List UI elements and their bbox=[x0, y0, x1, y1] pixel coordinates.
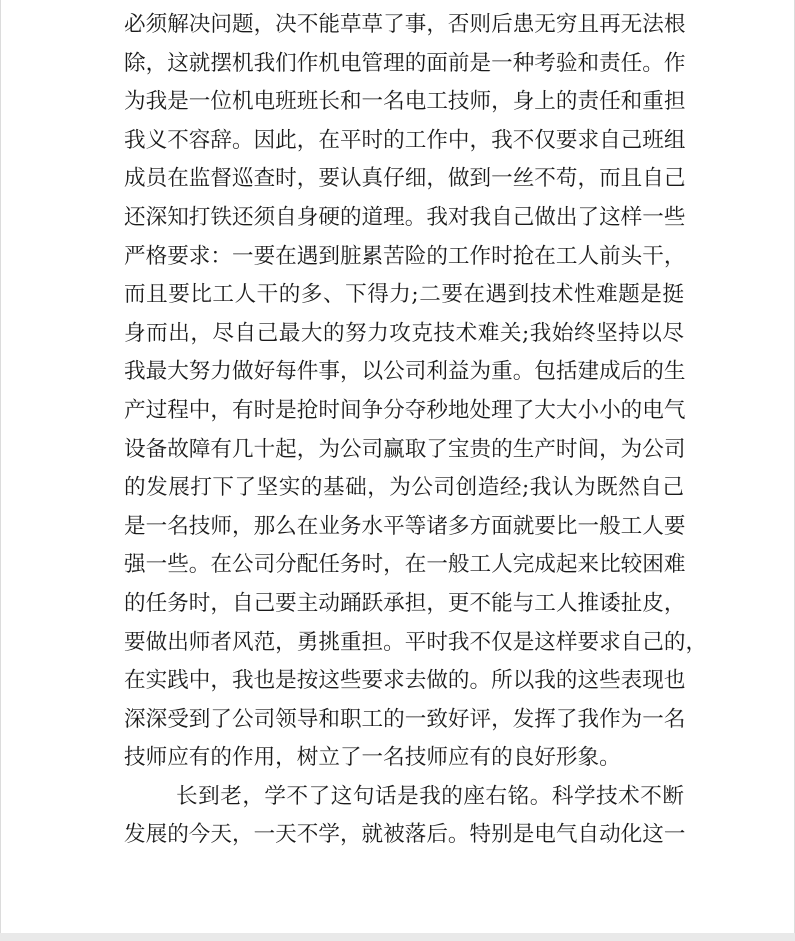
text-line: 深深受到了公司领导和职工的一致好评，发挥了我作为一名 bbox=[124, 706, 686, 732]
text-line: 严格要求：一要在遇到脏累苦险的工作时抢在工人前头干， bbox=[124, 243, 686, 269]
text-line: 还深知打铁还须自身硬的道理。我对我自己做出了这样一些 bbox=[124, 204, 686, 230]
text-line: 而且要比工人干的多、下得力;二要在遇到技术性难题是挺 bbox=[124, 282, 684, 308]
text-line: 产过程中，有时是抢时间争分夺秒地处理了大大小小的电气 bbox=[124, 397, 686, 423]
text-line: 身而出，尽自己最大的努力攻克技术难关;我始终坚持以尽 bbox=[124, 320, 684, 346]
text-line: 我最大努力做好每件事，以公司利益为重。包括建成后的生 bbox=[124, 359, 686, 385]
text-line: 成员在监督巡查时，要认真仔细，做到一丝不苟，而且自己 bbox=[124, 166, 686, 192]
paragraph-end-line: 技师应有的作用，树立了一名技师应有的良好形象。 bbox=[124, 745, 621, 771]
text-line: 要做出师者风范，勇挑重担。平时我不仅是这样要求自己的， bbox=[124, 629, 708, 655]
text-line: 的任务时，自己要主动踊跃承担，更不能与工人推诿扯皮， bbox=[124, 590, 686, 616]
text-line: 发展的今天，一天不学，就被落后。特别是电气自动化这一 bbox=[124, 822, 686, 848]
paragraph-start-line: 长到老，学不了这句话是我的座右铭。科学技术不断 bbox=[176, 783, 684, 809]
text-line: 设备故障有几十起，为公司赢取了宝贵的生产时间，为公司 bbox=[124, 436, 686, 462]
text-line: 我义不容辞。因此，在平时的工作中，我不仅要求自己班组 bbox=[124, 127, 686, 153]
text-line: 除，这就摆机我们作机电管理的面前是一种考验和责任。作 bbox=[124, 50, 686, 76]
text-line: 是一名技师，那么在业务水平等诸多方面就要比一般工人要 bbox=[124, 513, 686, 539]
text-line: 为我是一位机电班班长和一名电工技师，身上的责任和重担 bbox=[124, 89, 686, 115]
text-line: 强一些。在公司分配任务时，在一般工人完成起来比较困难 bbox=[124, 552, 686, 578]
page-left-edge bbox=[0, 0, 1, 941]
text-line: 在实践中，我也是按这些要求去做的。所以我的这些表现也 bbox=[124, 668, 686, 694]
page-bottom-edge bbox=[0, 933, 795, 941]
body-text bbox=[124, 6, 708, 855]
text-line: 必须解决问题，决不能草草了事，否则后患无穷且再无法根 bbox=[124, 12, 686, 37]
text-line: 的发展打下了坚实的基础，为公司创造经;我认为既然自己 bbox=[124, 475, 684, 501]
